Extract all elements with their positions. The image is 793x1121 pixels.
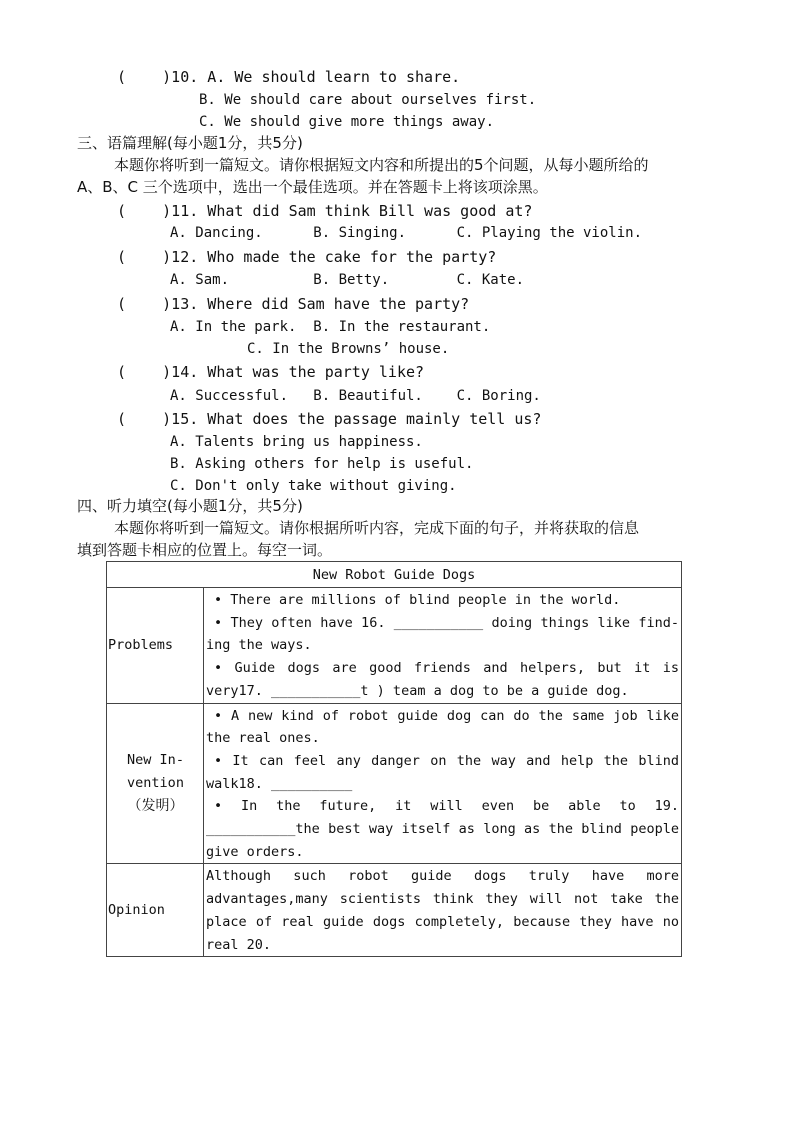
invention-item: • In the future, it will even be able to 19. ___________the best way itself as long as the blind people give orders. [206, 798, 679, 860]
invention-label-line1: New In- [127, 751, 184, 768]
section3-instruction-line1: 本题你将听到一篇短文。请你根据短文内容和所提出的5个问题，从每小题所给的 [114, 156, 649, 174]
q15-option-c: C. Don't only take without giving. [170, 478, 457, 494]
opinion-cell: Although such robot guide dogs truly have more advantages,many scientists think they will not take the place of real guide dogs completely, because they have no real 20. [204, 864, 682, 957]
q13-options: A. In the park. B. In the restaurant. [170, 319, 491, 335]
q11-options: A. Dancing. B. Singing. C. Playing the violin. [170, 225, 643, 241]
section4-instruction-line1: 本题你将听到一篇短文。请你根据所听内容，完成下面的句子，并将获取的信息 [114, 519, 640, 537]
problems-label: Problems [107, 588, 204, 704]
invention-item: • It can feel any danger on the way and help the blind walk18. __________ [206, 752, 679, 792]
problem-item: • They often have 16. ___________ doing things like find-ing the ways. [206, 614, 679, 654]
invention-item: • A new kind of robot guide dog can do the same job like the real ones. [206, 707, 679, 747]
q10-stem: ( )10. A. We should learn to share. [117, 68, 461, 86]
q12-stem: ( )12. Who made the cake for the party? [117, 248, 497, 266]
q14-options: A. Successful. B. Beautiful. C. Boring. [170, 388, 541, 404]
q11-stem: ( )11. What did Sam think Bill was good at? [117, 202, 533, 220]
problem-item: • Guide dogs are good friends and helpers, but it is very17. ___________t ) team a dog to be a guide dog. [206, 660, 679, 699]
section3-heading: 三、语篇理解(每小题1分，共5分) [77, 134, 303, 152]
robot-guide-dogs-table [106, 561, 682, 957]
section4-instruction-line2: 填到答题卡相应的位置上。每空一词。 [77, 541, 333, 559]
problem-item: • There are millions of blind people in the world. [214, 592, 621, 608]
invention-label [107, 703, 204, 864]
q15-option-b: B. Asking others for help is useful. [170, 456, 474, 472]
q15-stem: ( )15. What does the passage mainly tell us? [117, 410, 542, 428]
opinion-label: Opinion [107, 864, 204, 957]
q14-stem: ( )14. What was the party like? [117, 363, 425, 381]
q13-option-c: C. In the Browns’ house. [247, 341, 450, 357]
q12-options: A. Sam. B. Betty. C. Kate. [170, 272, 525, 288]
invention-label-line3: （发明） [127, 797, 184, 814]
q13-stem: ( )13. Where did Sam have the party? [117, 295, 470, 313]
q15-option-a: A. Talents bring us happiness. [170, 434, 423, 450]
invention-label-line2: vention [127, 774, 184, 791]
invention-cell [204, 703, 682, 864]
table-title: New Robot Guide Dogs [107, 562, 682, 588]
section4-heading: 四、听力填空(每小题1分，共5分) [77, 497, 303, 515]
q10-option-b: B. We should care about ourselves first. [199, 92, 537, 108]
section3-instruction-line2: A、B、C 三个选项中，选出一个最佳选项。并在答题卡上将该项涂黑。 [77, 178, 548, 196]
q10-option-c: C. We should give more things away. [199, 114, 495, 130]
problems-cell [204, 588, 682, 704]
